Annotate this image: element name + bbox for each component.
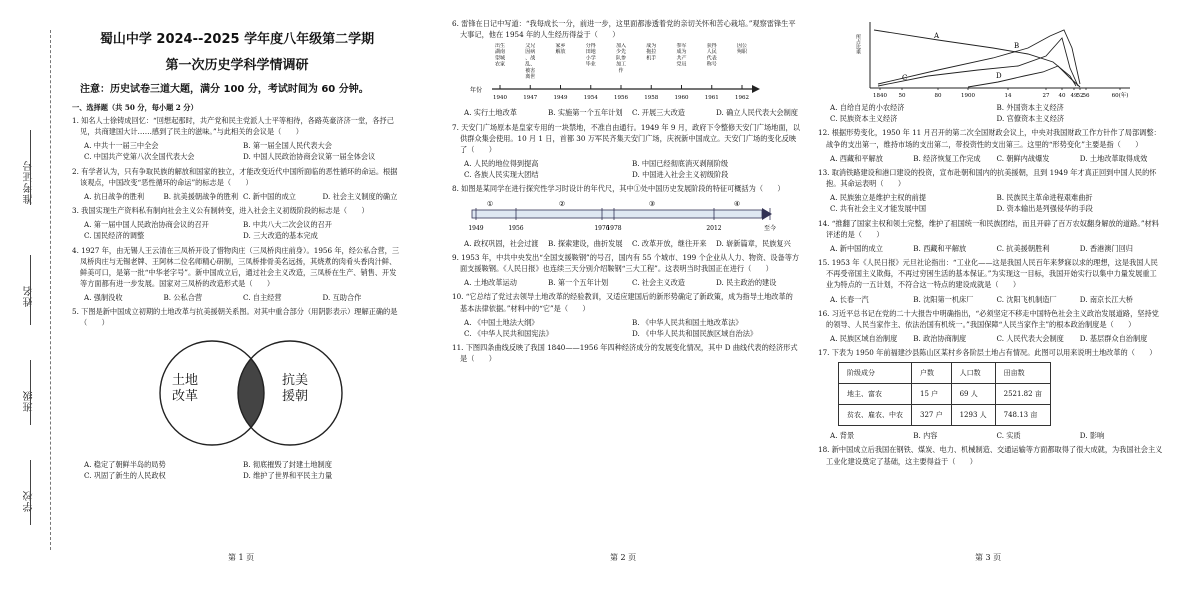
option[interactable]: D. 南京长江大桥	[1079, 294, 1133, 304]
option[interactable]: C. 朝鲜内战爆发	[996, 153, 1050, 163]
option[interactable]: C. 沈阳飞机制造厂	[996, 294, 1057, 304]
series-label: B	[1014, 42, 1020, 50]
option[interactable]: A. 第一届中国人民政治协商会议的召开	[84, 220, 209, 230]
table-cell: 748.13 亩	[995, 405, 1050, 426]
timeline-year: 1956	[614, 95, 628, 102]
ruler-mark: ①	[486, 199, 494, 208]
timeline-event: 家乡解放	[555, 43, 566, 56]
exam-subtitle: 第一次历史学科学情调研	[165, 58, 309, 74]
question-4: 4. 1927 年，由无锡人王云清在三凤桥开设了惜物肉庄（三凤桥肉庄前身）。1956 年，经公私合营，三凤桥肉庄与无锡老牌、王阿林二位名师精心研制，三凤桥排骨美名远扬，其烧煮的肉肴头香肉汁鲜、鲜美可口，是第一批“中华老字号”。新中国成立后，通过社会主义改造，三凤桥在生产、销售、开发等方面都有进一步发展。国家对三凤桥的改造形式是（ ）	[72, 245, 400, 288]
option[interactable]: B. 经济恢复工作完成	[913, 153, 981, 163]
table-header: 阶级成分	[839, 363, 912, 384]
option[interactable]: D. 民主政治的建设	[716, 278, 777, 288]
question-3: 3. 我国实现生产资料私有制向社会主义公有制转变，进入社会主义初级阶段的标志是（ ）	[72, 206, 369, 216]
option[interactable]: B. 《中华人民共和国土地改革法》	[632, 317, 743, 327]
exam-note: 注意：历史试卷三道大题，满分 100 分，考试时间为 60 分钟。	[80, 84, 369, 96]
curve-c	[878, 38, 1078, 86]
question-16: 16. 习近平总书记在党的二十大报告中明确指出，“必须坚定不移走中国特色社会主义政治发展道路，坚持党的领导、人民当家作主、依法治国有机统一。”我国保障“人民当家作主”的根本政治制度是（ ）	[818, 308, 1159, 329]
margin-label-exam-id: 准考证号	[24, 160, 35, 204]
option[interactable]: C. 民族资本主义经济	[830, 114, 898, 124]
option[interactable]: B. 外国资本主义经济	[996, 103, 1064, 113]
question-14: 14. “推翻了国家主权和领土完整，维护了祖国统一和民族团结，而且开辟了百万农奴翻身解放的道路。”材料评述的是（ ）	[818, 218, 1159, 239]
question-12: 12. 根据形势变化，1950 年 11 月召开的第二次全国财政会议上，中央对我国财政工作方针作了局部调整：战争的支出第一，维持市场的支出第二，带投资性的支出第三。这里的“形势变化”主要是指（ ）	[818, 128, 1161, 149]
chart-x-tick-label: 56	[1082, 93, 1090, 98]
binding-margin	[0, 0, 62, 590]
option[interactable]: A. 实行土地改革	[464, 108, 517, 118]
exam-title: 蜀山中学 2024--2025 学年度八年级第二学期	[99, 32, 375, 47]
option[interactable]: D. 确立人民代表大会制度	[716, 108, 798, 118]
question-8-options	[464, 238, 800, 249]
question-1-options	[84, 140, 402, 162]
option[interactable]: C. 各族人民实现大团结	[464, 170, 539, 180]
option[interactable]: B. 公私合营	[163, 293, 203, 303]
option[interactable]: D. 中国人民政治协商会议第一届全体会议	[243, 152, 376, 162]
option[interactable]: B. 探索建设，曲折发展	[548, 238, 623, 248]
option[interactable]: B. 内容	[913, 431, 938, 441]
chart-x-tick-label: 40	[1058, 93, 1066, 98]
timeline-year: 1960	[674, 95, 689, 102]
option[interactable]: C. 共有社会主义才能发展中国	[830, 204, 927, 214]
option[interactable]: D. 维护了世界和平民主力量	[243, 470, 333, 480]
table-cell: 69 人	[951, 384, 995, 405]
page-number-1: 第 1 页	[228, 553, 255, 562]
page-number-2: 第 2 页	[610, 553, 637, 562]
option[interactable]: C. 社会主义改造	[632, 278, 685, 288]
table-cell: 贫农、雇农、中农	[839, 405, 912, 426]
option[interactable]: A. 政权巩固，社会过渡	[464, 238, 539, 248]
margin-write-line[interactable]	[30, 130, 31, 205]
timeline-year: 1954	[583, 95, 598, 102]
option[interactable]: C. 自主经营	[243, 293, 282, 303]
question-5-options	[84, 459, 402, 481]
option[interactable]: A. 《中国土地法大纲》	[464, 317, 539, 327]
margin-label-name: 姓名	[24, 285, 35, 307]
option[interactable]: B. 中国已经彻底消灭剥削阶级	[632, 159, 729, 169]
question-11: 11. 下图四条曲线反映了我国 1840——1956 年四种经济成分的发展变化情况，其中 D 曲线代表的经济形式是（ ）	[452, 342, 798, 364]
question-13: 13. 取消铁路建设和港口建设的投资，宣布赴朝和国内的抗美援朝，且到 1949 年才真正回到中国人民的怀抱。其命运表明（ ）	[818, 167, 1157, 189]
ruler-year: 至今	[763, 224, 777, 232]
table-row	[839, 405, 1051, 426]
option[interactable]: C. 《中华人民共和国宪法》	[464, 328, 553, 338]
margin-write-line[interactable]	[30, 255, 31, 325]
option[interactable]: B. 第一届全国人民代表大会	[243, 141, 332, 151]
margin-label-school: 学校	[24, 490, 35, 512]
timeline-event: 分得田地小学毕业	[585, 43, 596, 68]
table-header: 田亩数	[995, 363, 1050, 384]
timeline-arrow-icon	[752, 85, 760, 93]
timeline-event: 加入少先队参加工作	[615, 43, 627, 75]
chart-x-tick-label: 52	[1076, 93, 1084, 98]
venn-diagram	[72, 335, 402, 453]
question-11-options	[830, 102, 1163, 124]
option[interactable]: A. 中共十一届三中全会	[84, 141, 159, 151]
table-cell: 15 户	[912, 384, 952, 405]
option[interactable]: D. 资本输出是列强侵华的手段	[996, 204, 1093, 214]
option[interactable]: B. 西藏和平解放	[913, 243, 967, 253]
chart-x-tick-label: 50	[898, 93, 906, 98]
margin-write-line[interactable]	[30, 360, 31, 425]
question-10-options	[464, 317, 800, 339]
option[interactable]: A. 稳定了朝鲜半岛的局势	[84, 459, 166, 469]
option[interactable]: C. 中国共产党第八次全国代表大会	[84, 152, 195, 162]
option[interactable]: B. 政治协商制度	[913, 333, 967, 343]
ruler-year: 2012	[706, 224, 722, 232]
timeline-event: 参军成为共产党员	[676, 43, 687, 68]
curve-b	[878, 30, 1080, 84]
series-label: D	[996, 72, 1002, 80]
option[interactable]: C. 开展三大改造	[632, 108, 685, 118]
timeline-event: 成为拖拉机手	[646, 43, 657, 62]
option[interactable]: A. 人民的地位得到提高	[464, 159, 539, 169]
series-label: C	[902, 74, 908, 82]
page-2-column	[452, 18, 800, 367]
option[interactable]: D. 社会主义制度的确立	[322, 191, 398, 201]
ruler-mark: ④	[733, 199, 741, 208]
timeline-event: 因公殉职	[736, 43, 748, 56]
option[interactable]: D. 《中华人民共和国民族区域自治法》	[632, 328, 758, 338]
option[interactable]: C. 新中国的成立	[243, 191, 296, 201]
timeline-event: 父兄因病、战乱、被害离世	[525, 43, 536, 81]
timeline-year: 1940	[493, 95, 507, 102]
table-cell: 地主、富农	[839, 384, 912, 405]
question-8: 8. 如图是某同学在进行探究性学习时设计的年代尺，其中①处中国历史发展阶段的特征可概括为（ ）	[452, 184, 785, 194]
option[interactable]: B. 第一个五年计划	[548, 278, 609, 288]
question-16-options	[830, 333, 1163, 344]
question-17: 17. 下表为 1950 年前福建沙县陈山区某村乡各阶层土地占有情况。此图可以用来说明土地改革的（ ）	[818, 348, 1157, 358]
era-ruler	[452, 198, 792, 234]
question-5: 5. 下图是新中国成立初期的土地改革与抗美援朝关系图。对其中重合部分（用阴影表示）理解正确的是（ ）	[72, 307, 398, 328]
venn-right-label: 抗美 援朝	[282, 372, 309, 404]
ruler-arrow-icon	[762, 208, 772, 220]
ruler-mark: ②	[558, 199, 566, 208]
option[interactable]: A. 强制没收	[84, 293, 123, 303]
margin-label-class: 班级	[24, 390, 35, 412]
option[interactable]: A. 新中国的成立	[830, 243, 883, 253]
table-row	[839, 384, 1051, 405]
ruler-year: 1976	[594, 224, 610, 232]
option[interactable]: A. 民族独立是维护主权的前提	[830, 193, 927, 203]
option[interactable]: C. 人民代表大会制度	[996, 333, 1064, 343]
question-4-options	[84, 292, 402, 303]
option[interactable]: C. 巩固了新生的人民政权	[84, 470, 166, 480]
timeline-year: 1958	[644, 95, 659, 102]
chart-y-label: 所占比重	[855, 34, 861, 54]
option[interactable]: D. 三大改造的基本完成	[243, 231, 318, 241]
timeline-event: 获得人民代表称号	[706, 43, 717, 68]
table-cell: 2521.82 亩	[995, 384, 1050, 405]
question-6-options	[464, 107, 800, 118]
timeline-year: 1962	[735, 95, 749, 102]
chart-x-tick-label: 80	[934, 93, 942, 98]
page-3-column	[818, 18, 1163, 470]
timeline-event: 出生湖南望城农家	[494, 43, 506, 68]
table-cell: 327 户	[912, 405, 952, 426]
option[interactable]: A. 土地改革运动	[464, 278, 517, 288]
option[interactable]: A. 长春一汽	[830, 294, 869, 304]
margin-write-line[interactable]	[30, 460, 31, 525]
table-header: 户数	[912, 363, 952, 384]
question-18: 18. 新中国成立后我国在钢铁、煤炭、电力、机械制造、交通运输等方面都取得了很大成就，为我国社会主义工业化建设奠定了基础，这主要得益于（ ）	[818, 445, 1163, 466]
option[interactable]: A. 民族区域自治制度	[830, 333, 898, 343]
chart-x-tick-label: 14	[1004, 93, 1012, 98]
chart-x-tick-label: 1840	[873, 93, 887, 98]
question-6: 6. 雷锋在日记中写道：“我每成长一分，前进一步，这里面都渗透着党的亲切关怀和苦心栽培。”观察雷锋生平大事记，他在 1954 年的人生经历得益于（ ）	[452, 19, 796, 40]
option[interactable]: B. 民族民主革命进程艰难曲折	[996, 193, 1093, 203]
option[interactable]: D. 中国进入社会主义初级阶段	[632, 170, 729, 180]
option[interactable]: D. 官僚资本主义经济	[996, 114, 1065, 124]
ruler-year: 1978	[606, 224, 622, 232]
option[interactable]: B. 中共八大二次会议的召开	[243, 220, 332, 230]
timeline-year: 1949	[553, 95, 568, 102]
ruler-year: 1949	[468, 224, 484, 232]
question-14-options	[830, 243, 1163, 254]
question-1: 1. 知名人士徐铸成回忆：“回想起那时，共产党和民主党派人士平等相待，各路英豪济济一堂，各抒己见，共商建国大计……感到了民主的滋味。”与此相关的会议是（ ）	[72, 115, 394, 137]
option[interactable]: A. 西藏和平解放	[830, 153, 883, 163]
ruler-bar	[472, 210, 762, 218]
option[interactable]: D. 互助合作	[322, 293, 362, 303]
page-1-column	[72, 18, 402, 484]
timeline-year: 1961	[704, 95, 719, 102]
option[interactable]: C. 改革开放，继往开来	[632, 238, 707, 248]
question-9: 9. 1953 年，中共中央发出“全国支援鞍钢”的号召，国内有 55 个城市、199 个企业从人力、物资、设备等方面支援鞍钢。《人民日报》也连续三天分别介绍鞍钢“三大工程”。这表明当时我国正在进行（ ）	[452, 252, 800, 274]
option[interactable]: C. 国民经济的调整	[84, 231, 145, 241]
question-2-options	[84, 191, 402, 202]
option[interactable]: B. 沈阳第一机床厂	[913, 294, 974, 304]
option[interactable]: B. 抗美援朝战争的胜利	[163, 191, 239, 201]
ruler-mark: ③	[648, 199, 656, 208]
option[interactable]: D. 香港澳门回归	[1079, 243, 1133, 253]
option[interactable]: A. 背景	[830, 431, 855, 441]
question-7-options	[464, 158, 800, 180]
option[interactable]: D. 影响	[1079, 431, 1105, 441]
timeline-year: 1947	[523, 95, 538, 102]
chart-x-tick-label: 60(年)	[1111, 93, 1129, 98]
option[interactable]: C. 实质	[996, 431, 1021, 441]
option[interactable]: D. 土地改革取得成效	[1079, 153, 1148, 163]
section-heading: 一、选择题（共 50 分，每小题 2 分）	[72, 102, 198, 112]
question-12-options	[830, 153, 1163, 164]
chart-x-tick-label: 1900	[961, 93, 975, 98]
option[interactable]: D. 基层群众自治制度	[1079, 333, 1148, 343]
venn-left-label: 土地 改革	[172, 372, 199, 404]
chart-x-tick-label: 27	[1042, 93, 1050, 98]
question-7: 7. 天安门广场原本是皇家专用的一块禁地，不准自由通行。1949 年 9 月，政府下令整修天安门广场地面，以供群众集会使用。10 月 1 日，首都 30 万军民齐集天安门广场，庆祝新中国成立。天安门广场的变化反映了（ ）	[452, 122, 800, 154]
option[interactable]: A. 抗日战争的胜利	[84, 191, 145, 201]
question-2: 2. 有学者认为，只有争取民族的解放和国家的独立，才能改变近代中国所面临的恶性循环的命运。根据该观点，中国改变“恶性循环的命运”的标志是（ ）	[72, 166, 398, 187]
timeline-axis-label: 年份	[469, 87, 482, 95]
question-15-options	[830, 294, 1163, 305]
table-header: 人口数	[951, 363, 995, 384]
page-number-3: 第 3 页	[975, 553, 1002, 562]
table-cell: 1293 人	[951, 405, 995, 426]
chart-x-tick-label: 49	[1070, 93, 1078, 98]
question-13-options	[830, 192, 1163, 214]
option[interactable]: B. 实施第一个五年计划	[548, 108, 623, 118]
series-label: A	[934, 32, 940, 40]
question-15: 15. 1953 年《人民日报》元旦社论指出：“工业化——这是我国人民百年来梦寐以求的理想，这是我国人民不再受帝国主义欺侮，不再过穷困生活的基本保证。”为实现这一目标，我国开始实行以集中力量发展重工业为特点的一五计划，不符合这一特点的建设成就是（ ）	[818, 258, 1158, 290]
question-3-options	[84, 219, 402, 241]
question-9-options	[464, 277, 800, 288]
question-17-options	[830, 430, 1163, 441]
question-10: 10. “它总结了党过去领导土地改革的经验教训，又适应建国后的新形势确定了新政策，成为指导土地改革的基本法律依据。”材料中的“它”是（ ）	[452, 292, 793, 313]
option[interactable]: A. 自给自足的小农经济	[830, 103, 905, 113]
binding-dashed-line	[50, 30, 51, 550]
option[interactable]: D. 崭新篇章，民族复兴	[716, 238, 791, 248]
option[interactable]: C. 抗美援朝胜利	[996, 243, 1050, 253]
land-table	[838, 362, 1051, 426]
option[interactable]: B. 彻底摧毁了封建土地制度	[243, 459, 332, 469]
ruler-year: 1956	[508, 224, 524, 232]
economy-curve-chart	[818, 18, 1158, 98]
venn-svg	[72, 335, 402, 453]
leifeng-timeline	[452, 43, 792, 103]
